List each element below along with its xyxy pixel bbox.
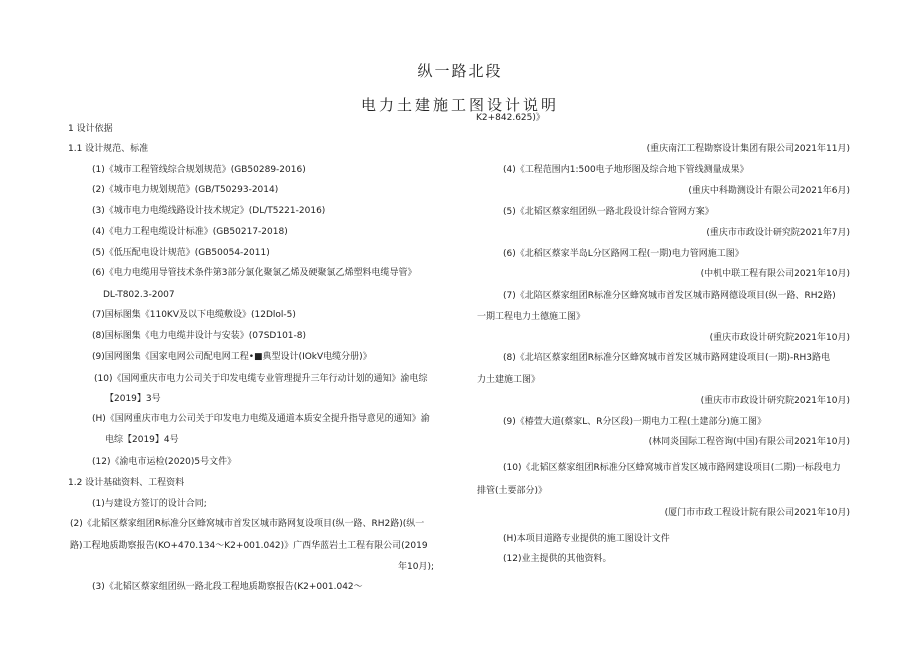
right-item: (中机中联工程有限公司2021年10月) bbox=[700, 269, 850, 279]
right-item: (厦门市市政工程设计院有限公司2021年10月) bbox=[664, 508, 850, 518]
section-heading-1-1: 1.1 设计规范、标准 bbox=[68, 144, 149, 154]
right-item: 排管(土要部分)》 bbox=[477, 486, 548, 496]
right-item: (10)《北韬区蔡家组团R标准分区蜂窝城市首发区城市路网建设项目(二期)一标段电力 bbox=[503, 463, 841, 473]
left-item: (3)《北韬区蔡家组团纵一路北段工程地质勘察报告(K2+001.042～ bbox=[92, 582, 363, 592]
left-item: (2)《城市电力规划规范》(GB/T50293-2014) bbox=[92, 185, 279, 195]
right-item: (林同炎国际工程咨询(中国)有限公司2021年10月) bbox=[648, 437, 850, 447]
document-subtitle: 电力土建施工图设计说明 bbox=[360, 96, 559, 114]
left-item: (9)国网图集《国家电网公司配电网工程•■典型设计(IOkV电缆分册)》 bbox=[92, 352, 372, 362]
right-item: (7)《北陪区蔡家组团R标准分区蜂窝城市首发区城市路网德设项目(纵一路、RH2路) bbox=[503, 291, 836, 301]
left-item: 年10月); bbox=[398, 562, 434, 572]
right-item: (6)《北稻区蔡家半岛L分区路网工程(一期)电力管网施工图》 bbox=[503, 249, 744, 259]
right-item: (5)《北韬区蔡家组团纵一路北段设计综合管网方案》 bbox=[503, 207, 714, 217]
section-heading-1-2: 1.2 设计基础资料、工程资料 bbox=[68, 478, 185, 488]
right-item: (4)《工程范围内1:500电子地形图及综合地下管线测量成果》 bbox=[503, 165, 749, 175]
right-item: (重庆市政设计研究院2021年10月) bbox=[709, 333, 850, 343]
left-item: (6)《电力电缆用导管技术条件第3部分氯化聚氯乙烯及硬聚氯乙烯塑料电缆导管》 bbox=[92, 268, 417, 278]
right-item: (12)业主提供的其他资料。 bbox=[503, 554, 612, 564]
section-heading-1: 1 设计依据 bbox=[68, 124, 113, 134]
left-item: 电综【2019】4号 bbox=[105, 435, 179, 445]
left-item: (5)《低压配电设计规范》(GB50054-2011) bbox=[92, 248, 270, 258]
right-item: 力土建施工图》 bbox=[477, 375, 541, 385]
left-item: DL-T802.3-2007 bbox=[103, 290, 175, 300]
right-item: (9)《椿萱大道(蔡家L、R分区段)一期电力工程(土建部分)施工图》 bbox=[503, 417, 767, 427]
left-item: (7)国标图集《110KV及以下电缆敷设》(12Dlol-5) bbox=[92, 310, 296, 320]
right-item: (重庆中科勘测设计有限公司2021年6月) bbox=[688, 186, 850, 196]
right-item: (重庆市市政设计研究院2021年7月) bbox=[706, 228, 850, 238]
left-item: 【2019】3号 bbox=[105, 394, 161, 404]
right-item: (H)本项目道路专业提供的施工图设计文件 bbox=[503, 534, 670, 544]
right-item: (重庆市市政设计研究院2021年10月) bbox=[700, 396, 850, 406]
left-item: (H)《国网重庆市电力公司关于印发电力电缆及通道本质安全提升指导意见的通知》渝 bbox=[92, 414, 430, 424]
document-title: 纵一路北段 bbox=[417, 62, 503, 80]
right-item: (8)《北培区蔡家组团R标准分区蜂窝城市首发区城市路网建设项目(一期)-RH3路电 bbox=[503, 353, 831, 363]
left-item: (2)《北韬区蔡家组团R标准分区蜂窝城市首发区城市路网复设项目(纵一路、RH2路)(纵一 bbox=[70, 519, 425, 529]
left-item: (1)《城市工程管线综合规划规范》(GB50289-2016) bbox=[92, 165, 306, 175]
left-item: (12)《渝电市运检(2020)5号文件》 bbox=[92, 457, 237, 467]
left-item: (4)《电力工程电缆设计标准》(GB50217-2018) bbox=[92, 227, 288, 237]
left-item: (1)与建设方签订的设计合同; bbox=[92, 499, 207, 509]
left-item: (3)《城市电力电缆线路设计技术规定》(DL/T5221-2016) bbox=[92, 206, 326, 216]
subtitle-tail: K2+842.625)》 bbox=[476, 113, 545, 123]
right-item: 一期工程电力土德施工图》 bbox=[477, 312, 586, 322]
left-item: 路)工程地质勘察报告(KO+470.134～K2+001.042)》广西华蓝岩土工程有限公司(2019 bbox=[70, 541, 428, 551]
left-item: (8)国标图集《电力电缆井设计与安装》(07SD101-8) bbox=[92, 331, 307, 341]
right-item: (重庆南江工程勘察设计集团有限公司2021年11月) bbox=[646, 144, 850, 154]
left-item: (10)《国网重庆市电力公司关于印发电缆专业管理提升三年行动计划的通知》渝电综 bbox=[94, 374, 428, 384]
